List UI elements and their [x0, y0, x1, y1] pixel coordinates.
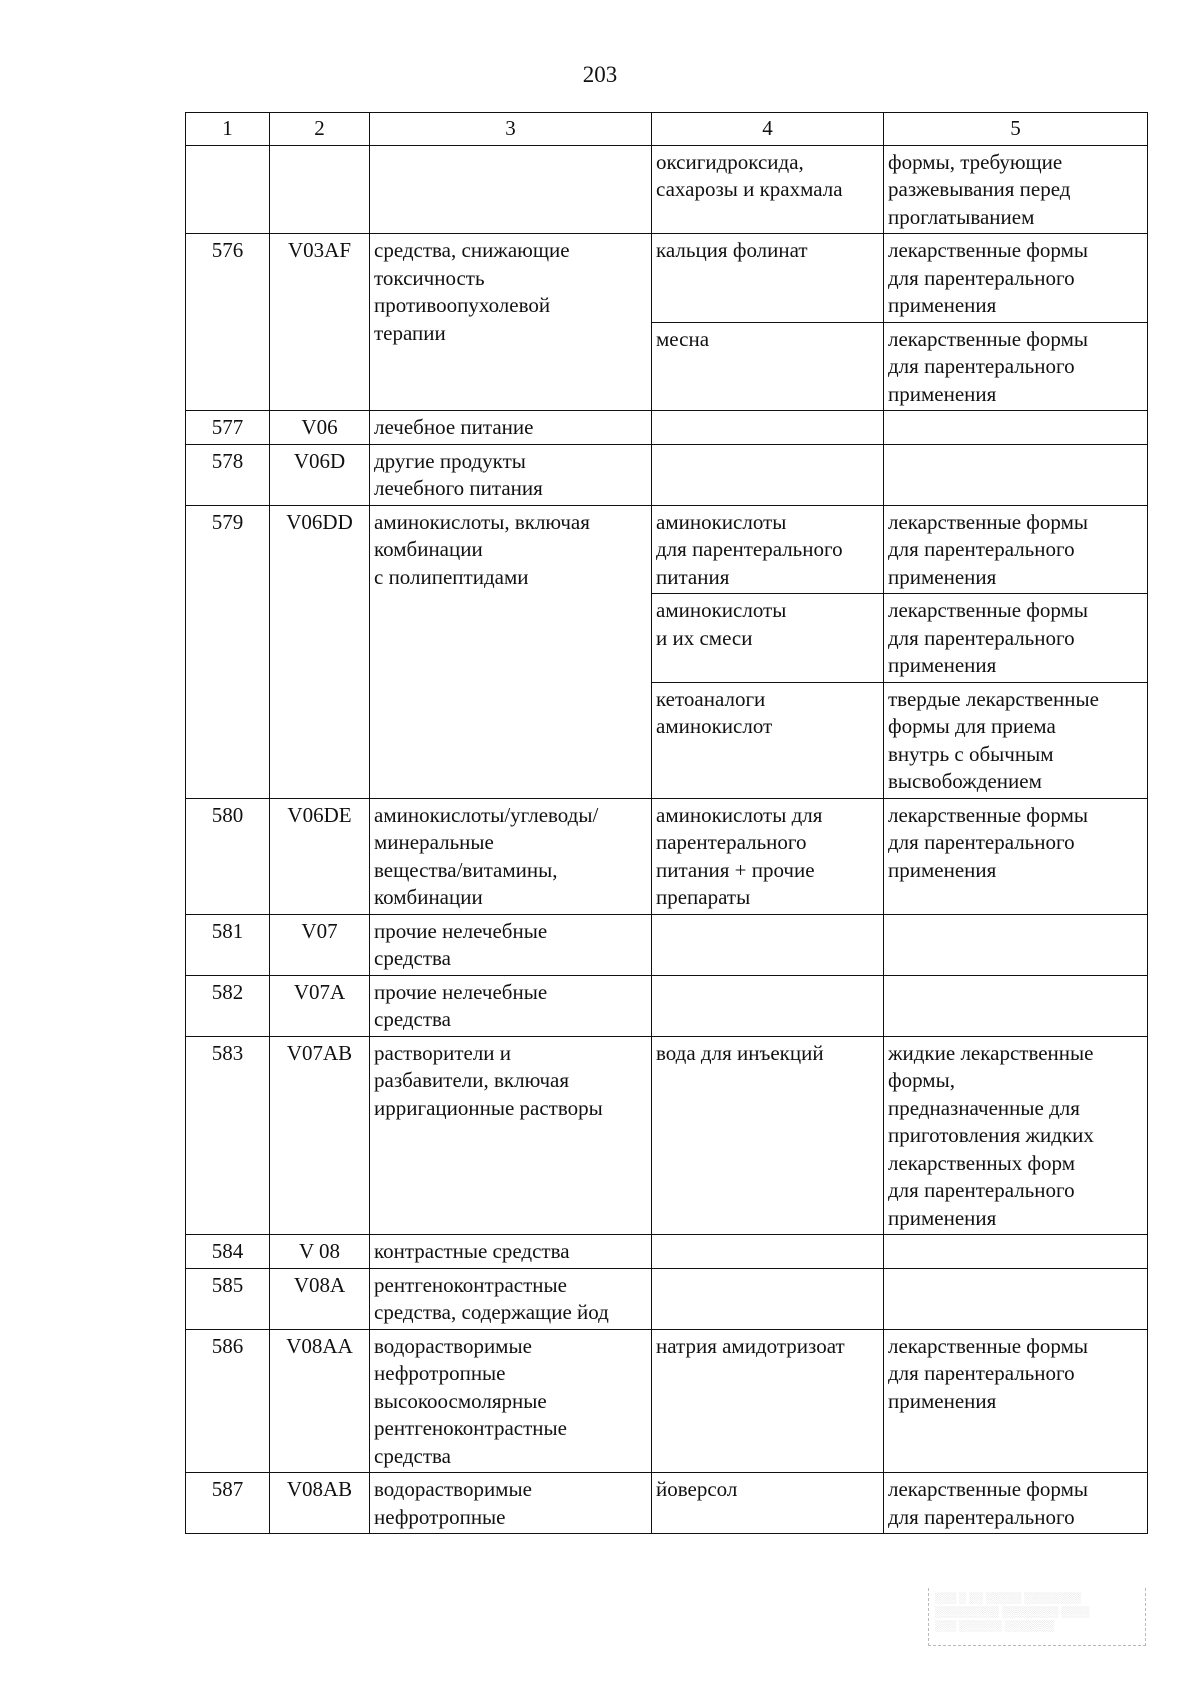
drug-name-cell: оксигидроксида, сахарозы и крахмала: [652, 145, 884, 234]
dosage-form-cell: жидкие лекарственные формы, предназначенные для приготовления жидких лекарственных форм для парентерального применения: [884, 1036, 1148, 1235]
group-name-cell: прочие нелечебные средства: [370, 975, 652, 1036]
group-name-cell: водорастворимые нефротропные высокоосмолярные рентгеноконтрастные средства: [370, 1329, 652, 1473]
row-number-cell: 581: [186, 914, 270, 975]
table-row: [186, 1268, 1148, 1329]
dosage-form-cell: лекарственные формы для парентерального: [884, 1473, 1148, 1534]
dosage-form-cell: лекарственные формы для парентерального применения: [884, 322, 1148, 411]
row-number-cell: 585: [186, 1268, 270, 1329]
dosage-form-cell: [884, 411, 1148, 445]
table-row: [186, 1036, 1148, 1235]
continuation-row: [186, 145, 1148, 234]
table-row: [186, 505, 1148, 594]
atc-code-cell: V03AF: [270, 234, 370, 411]
group-name-cell: водорастворимые нефротропные: [370, 1473, 652, 1534]
dosage-form-cell: лекарственные формы для парентерального применения: [884, 798, 1148, 914]
table-row: [186, 1473, 1148, 1534]
atc-code-cell: V06DE: [270, 798, 370, 914]
atc-code-cell: V06: [270, 411, 370, 445]
column-header: 5: [884, 113, 1148, 146]
row-number-cell: 577: [186, 411, 270, 445]
page-number: 203: [582, 62, 618, 87]
row-number-cell: 587: [186, 1473, 270, 1534]
dosage-form-cell: [884, 444, 1148, 505]
drug-name-cell: [652, 975, 884, 1036]
drug-name-cell: йоверсол: [652, 1473, 884, 1534]
table-row: [186, 1235, 1148, 1269]
drug-name-cell: [652, 1268, 884, 1329]
table-row: [186, 914, 1148, 975]
atc-code-cell: V06D: [270, 444, 370, 505]
group-name-cell: аминокислоты/углеводы/ минеральные вещества/витамины, комбинации: [370, 798, 652, 914]
drug-name-cell: кетоаналоги аминокислот: [652, 682, 884, 798]
column-header: 3: [370, 113, 652, 146]
row-number-cell: [186, 145, 270, 234]
column-header: 1: [186, 113, 270, 146]
row-number-cell: 579: [186, 505, 270, 798]
row-number-cell: 583: [186, 1036, 270, 1235]
row-number-cell: 586: [186, 1329, 270, 1473]
dosage-form-cell: лекарственные формы для парентерального применения: [884, 234, 1148, 323]
drug-name-cell: месна: [652, 322, 884, 411]
atc-code-cell: V 08: [270, 1235, 370, 1269]
row-number-cell: 578: [186, 444, 270, 505]
dosage-form-cell: [884, 1268, 1148, 1329]
dosage-form-cell: [884, 975, 1148, 1036]
dosage-form-cell: [884, 1235, 1148, 1269]
drug-name-cell: натрия амидотризоат: [652, 1329, 884, 1473]
atc-code-cell: V07AB: [270, 1036, 370, 1235]
drug-name-cell: [652, 1235, 884, 1269]
table-row: [186, 798, 1148, 914]
table-row: [186, 444, 1148, 505]
row-number-cell: 582: [186, 975, 270, 1036]
drug-name-cell: аминокислоты и их смеси: [652, 594, 884, 683]
table-header-row: [186, 113, 1148, 146]
group-name-cell: другие продукты лечебного питания: [370, 444, 652, 505]
drug-name-cell: вода для инъекций: [652, 1036, 884, 1235]
drug-name-cell: аминокислоты для парентерального питания + прочие препараты: [652, 798, 884, 914]
dosage-form-cell: лекарственные формы для парентерального применения: [884, 505, 1148, 594]
row-number-cell: 584: [186, 1235, 270, 1269]
atc-code-cell: V08AA: [270, 1329, 370, 1473]
dosage-form-cell: твердые лекарственные формы для приема внутрь с обычным высвобождением: [884, 682, 1148, 798]
drug-name-cell: [652, 444, 884, 505]
atc-code-cell: V07A: [270, 975, 370, 1036]
group-name-cell: [370, 145, 652, 234]
row-number-cell: 576: [186, 234, 270, 411]
table-row: [186, 234, 1148, 323]
drug-name-cell: аминокислоты для парентерального питания: [652, 505, 884, 594]
dosage-form-cell: лекарственные формы для парентерального применения: [884, 1329, 1148, 1473]
group-name-cell: контрастные средства: [370, 1235, 652, 1269]
drug-name-cell: [652, 914, 884, 975]
row-number-cell: 580: [186, 798, 270, 914]
drug-name-cell: [652, 411, 884, 445]
dosage-form-cell: [884, 914, 1148, 975]
document-stamp: ░░░ ░ ░░ ░░░░░ ░░░░░░░░ ░░░░░░░░░ ░░░░░░░░ ░░░░ ░░░ ░░░░░░ ░░░░░░░: [928, 1588, 1146, 1646]
group-name-cell: лечебное питание: [370, 411, 652, 445]
dosage-form-cell: формы, требующие разжевывания перед проглатыванием: [884, 145, 1148, 234]
group-name-cell: прочие нелечебные средства: [370, 914, 652, 975]
column-header: 4: [652, 113, 884, 146]
group-name-cell: растворители и разбавители, включая ирригационные растворы: [370, 1036, 652, 1235]
atc-code-cell: V06DD: [270, 505, 370, 798]
atc-code-cell: [270, 145, 370, 234]
column-header: 2: [270, 113, 370, 146]
drug-name-cell: кальция фолинат: [652, 234, 884, 323]
drug-table: [185, 112, 1148, 1534]
table-row: [186, 411, 1148, 445]
group-name-cell: аминокислоты, включая комбинации с полипептидами: [370, 505, 652, 798]
atc-code-cell: V07: [270, 914, 370, 975]
dosage-form-cell: лекарственные формы для парентерального применения: [884, 594, 1148, 683]
atc-code-cell: V08A: [270, 1268, 370, 1329]
group-name-cell: рентгеноконтрастные средства, содержащие йод: [370, 1268, 652, 1329]
group-name-cell: средства, снижающие токсичность противоопухолевой терапии: [370, 234, 652, 411]
table-row: [186, 975, 1148, 1036]
atc-code-cell: V08AB: [270, 1473, 370, 1534]
table-row: [186, 1329, 1148, 1473]
